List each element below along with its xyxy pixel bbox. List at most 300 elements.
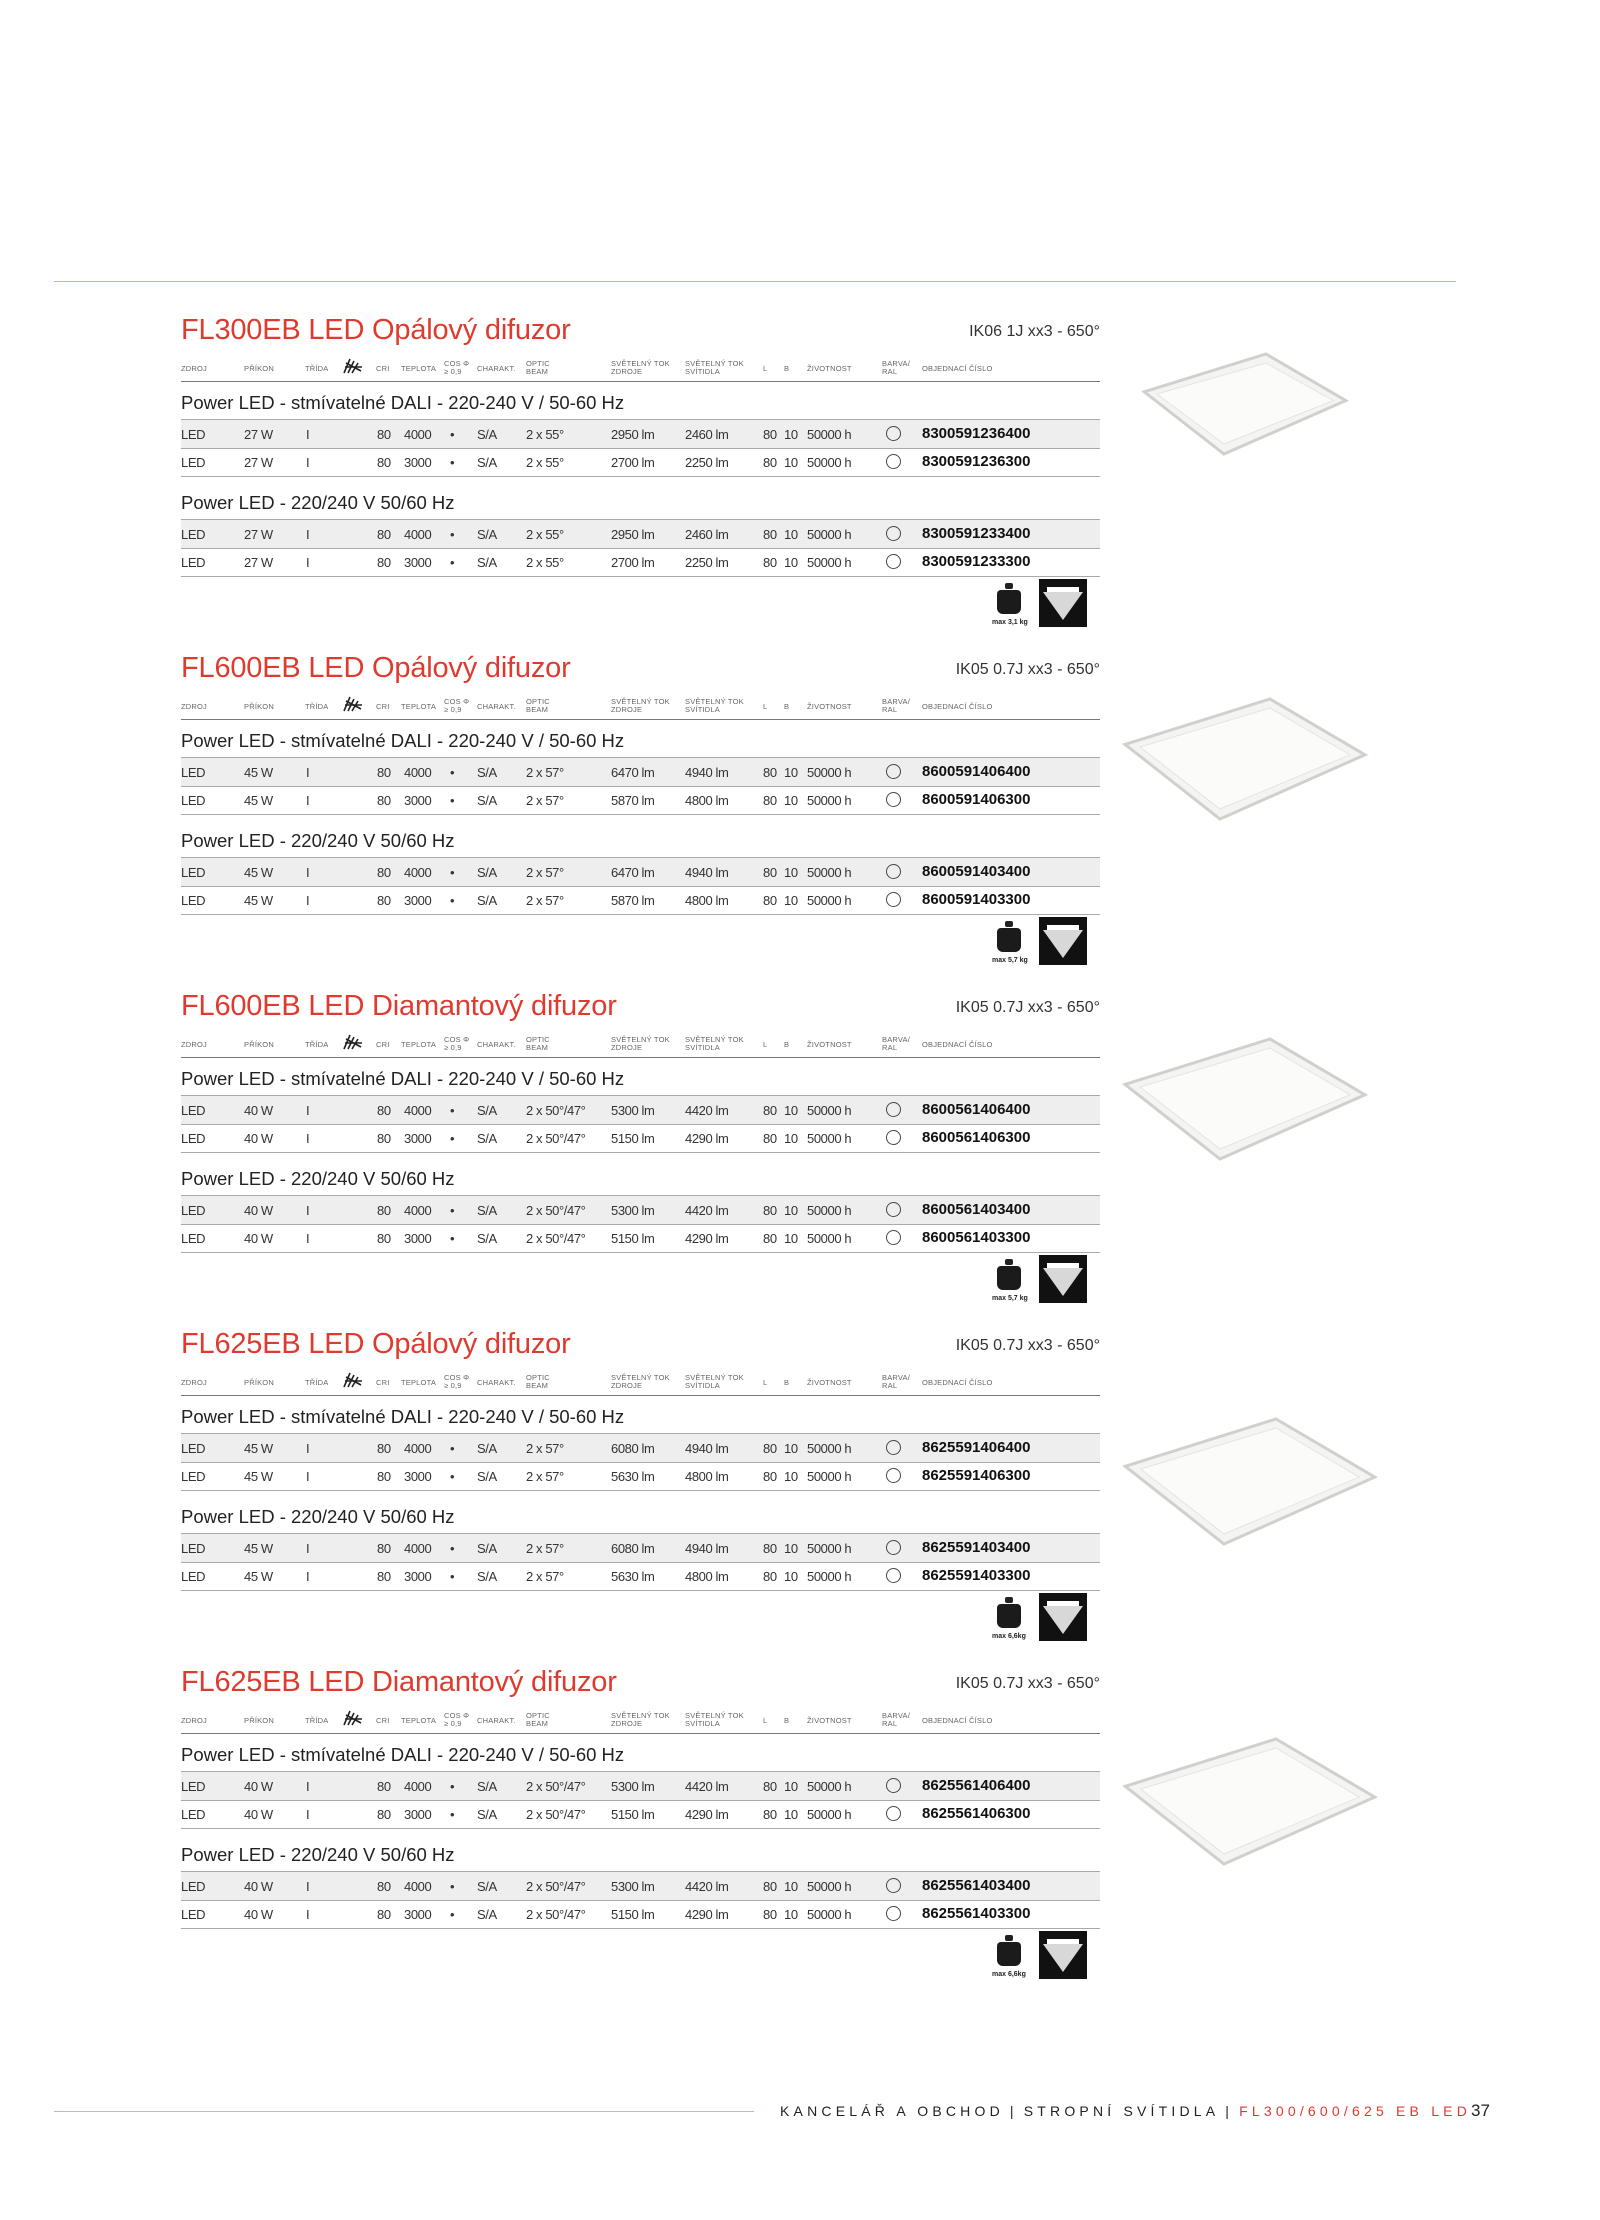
column-header-text: ZDROJE <box>611 367 643 376</box>
column-header <box>526 1712 550 1728</box>
cell-tok-zdroje: 2700 lm <box>611 555 655 570</box>
cell-optic: 2 x 57° <box>526 865 564 880</box>
cell-tok-svitidla: 4290 lm <box>685 1131 729 1146</box>
cell-cri: 80 <box>377 765 391 780</box>
page-number: 37 <box>1471 2101 1490 2120</box>
color-swatch-icon <box>886 1778 901 1793</box>
column-header-text: SVĚTELNÝ TOK <box>685 359 744 368</box>
footer-divider <box>54 2111 754 2112</box>
cell-teplota: 4000 <box>404 1779 432 1794</box>
product-title: FL625EB LED Diamantový difuzor <box>181 1666 617 1698</box>
cell-tok-zdroje: 5300 lm <box>611 1779 655 1794</box>
column-header-text: SVĚTELNÝ TOK <box>611 1035 670 1044</box>
column-header-row <box>181 1029 1100 1058</box>
column-header-text: CHARAKT. <box>477 702 516 711</box>
group-title: Power LED - 220/240 V 50/60 Hz <box>181 1168 455 1189</box>
column-header <box>477 1717 516 1725</box>
cell-charakt: S/A <box>477 1879 497 1894</box>
column-header <box>882 1036 910 1052</box>
group-title: Power LED - stmívatelné DALI - 220-240 V / 50-60 Hz <box>181 1744 625 1765</box>
cell-trida: I <box>306 1879 310 1894</box>
product-image <box>1120 1035 1370 1165</box>
cell-zdroj: LED <box>181 555 206 570</box>
color-swatch-icon <box>886 1468 901 1483</box>
column-header-text: COS Φ <box>444 1711 470 1720</box>
column-header <box>305 1379 329 1387</box>
cell-zivotnost: 50000 h <box>807 1469 852 1484</box>
weight-body <box>997 928 1021 952</box>
light-distribution-icon <box>1039 579 1087 627</box>
cell-charakt: S/A <box>477 1779 497 1794</box>
cell-l: 80 <box>763 865 777 880</box>
cell-zdroj: LED <box>181 1103 206 1118</box>
column-header-text: ≥ 0,9 <box>444 1381 462 1390</box>
column-header-text: RAL <box>882 705 898 714</box>
cell-trida: I <box>306 1569 310 1584</box>
cell-prikon: 45 W <box>244 1569 273 1584</box>
cell-zivotnost: 50000 h <box>807 1131 852 1146</box>
column-header <box>882 698 910 714</box>
column-header-text: BEAM <box>526 1719 549 1728</box>
cell-zdroj: LED <box>181 865 206 880</box>
column-header-text: TEPLOTA <box>401 364 437 373</box>
cell-cri: 80 <box>377 527 391 542</box>
cell-l: 80 <box>763 893 777 908</box>
cell-teplota: 3000 <box>404 1469 432 1484</box>
column-header <box>763 703 767 711</box>
weight-body <box>997 1604 1021 1628</box>
column-header-text: ZDROJE <box>611 1381 643 1390</box>
cell-l: 80 <box>763 1541 777 1556</box>
table-row <box>181 886 1100 915</box>
cell-tok-svitidla: 4420 lm <box>685 1779 729 1794</box>
cell-tok-svitidla: 4940 lm <box>685 765 729 780</box>
color-swatch-icon <box>886 454 901 469</box>
column-header-text: COS Φ <box>444 697 470 706</box>
group-title: Power LED - 220/240 V 50/60 Hz <box>181 1844 455 1865</box>
cell-teplota: 4000 <box>404 1879 432 1894</box>
table-row <box>181 757 1100 787</box>
column-header-text: SVĚTELNÝ TOK <box>685 697 744 706</box>
cell-cri: 80 <box>377 865 391 880</box>
impact-rating: IK05 0.7J xx3 - 650° <box>955 661 1100 678</box>
product-section <box>181 314 1100 644</box>
column-header <box>882 360 910 376</box>
column-header-text: PŘÍKON <box>244 1040 274 1049</box>
cell-tok-svitidla: 4800 lm <box>685 793 729 808</box>
cell-cri: 80 <box>377 1441 391 1456</box>
column-header <box>882 1374 910 1390</box>
cell-tok-zdroje: 5150 lm <box>611 1807 655 1822</box>
column-header <box>784 1041 789 1049</box>
color-swatch-icon <box>886 554 901 569</box>
cell-trida: I <box>306 765 310 780</box>
cell-optic: 2 x 50°/47° <box>526 1103 586 1118</box>
cell-zivotnost: 50000 h <box>807 1541 852 1556</box>
table-row <box>181 1095 1100 1125</box>
column-header <box>444 1712 469 1728</box>
cell-teplota: 4000 <box>404 1203 432 1218</box>
cell-optic: 2 x 50°/47° <box>526 1203 586 1218</box>
cell-tok-zdroje: 5300 lm <box>611 1103 655 1118</box>
cell-b: 10 <box>784 793 798 808</box>
column-header <box>401 1717 436 1725</box>
cell-prikon: 40 W <box>244 1779 273 1794</box>
column-header <box>181 1379 207 1387</box>
cell-b: 10 <box>784 1469 798 1484</box>
cell-prikon: 40 W <box>244 1203 273 1218</box>
column-header <box>922 703 993 711</box>
cell-prikon: 45 W <box>244 893 273 908</box>
column-header <box>526 1036 550 1052</box>
column-header <box>807 1379 852 1387</box>
cell-zdroj: LED <box>181 427 206 442</box>
column-header <box>401 365 436 373</box>
color-swatch-icon <box>886 1906 901 1921</box>
cell-cri: 80 <box>377 1231 391 1246</box>
group-title: Power LED - 220/240 V 50/60 Hz <box>181 492 455 513</box>
column-header-text: CRI <box>376 702 390 711</box>
cell-tok-svitidla: 4940 lm <box>685 1541 729 1556</box>
cell-tok-zdroje: 5150 lm <box>611 1231 655 1246</box>
column-header-text: B <box>784 1716 790 1725</box>
cell-trida: I <box>306 1541 310 1556</box>
cell-cri: 80 <box>377 1907 391 1922</box>
cell-trida: I <box>306 1103 310 1118</box>
column-header-text: RAL <box>882 1043 898 1052</box>
column-header-text: CHARAKT. <box>477 364 516 373</box>
column-header-text: BARVA/ <box>882 1035 911 1044</box>
cell-order-code: 8600561403400 <box>922 1201 1031 1218</box>
weight-knob <box>1005 921 1013 927</box>
cell-cos: • <box>450 1569 455 1584</box>
cell-zdroj: LED <box>181 1231 206 1246</box>
cell-cos: • <box>450 1807 455 1822</box>
column-header-text: SVÍTIDLA <box>685 1719 720 1728</box>
color-swatch-icon <box>886 1440 901 1455</box>
column-header <box>376 703 390 711</box>
cell-order-code: 8600591406400 <box>922 763 1031 780</box>
color-swatch-icon <box>886 1878 901 1893</box>
column-header-text: ZDROJ <box>181 702 207 711</box>
cell-tok-zdroje: 2950 lm <box>611 427 655 442</box>
cell-order-code: 8300591236300 <box>922 453 1031 470</box>
column-header-text: ZDROJE <box>611 705 643 714</box>
max-weight-label: max 5,7 kg <box>992 957 1028 964</box>
column-header <box>685 1712 744 1728</box>
group-title: Power LED - stmívatelné DALI - 220-240 V / 50-60 Hz <box>181 392 625 413</box>
column-header-text: ŽIVOTNOST <box>807 364 852 373</box>
cell-l: 80 <box>763 1231 777 1246</box>
column-header <box>305 1717 329 1725</box>
column-header-text: ŽIVOTNOST <box>807 1040 852 1049</box>
light-cone <box>1043 1268 1083 1296</box>
weight-body <box>997 590 1021 614</box>
cell-cos: • <box>450 865 455 880</box>
cell-charakt: S/A <box>477 765 497 780</box>
column-header-text: RAL <box>882 1719 898 1728</box>
column-header <box>526 698 550 714</box>
column-header-text: BARVA/ <box>882 697 911 706</box>
column-header-text: RAL <box>882 1381 898 1390</box>
cell-b: 10 <box>784 1569 798 1584</box>
cell-optic: 2 x 50°/47° <box>526 1879 586 1894</box>
column-header-text: CHARAKT. <box>477 1716 516 1725</box>
cell-cri: 80 <box>377 893 391 908</box>
column-header <box>477 703 516 711</box>
cell-teplota: 3000 <box>404 1807 432 1822</box>
cell-tok-zdroje: 5300 lm <box>611 1879 655 1894</box>
cell-cos: • <box>450 555 455 570</box>
column-header-text: TŘÍDA <box>305 1716 329 1725</box>
cell-zivotnost: 50000 h <box>807 893 852 908</box>
cell-cos: • <box>450 455 455 470</box>
weight-knob <box>1005 583 1013 589</box>
column-header-text: ≥ 0,9 <box>444 705 462 714</box>
cell-cos: • <box>450 1103 455 1118</box>
column-header <box>685 1036 744 1052</box>
column-header <box>784 703 789 711</box>
color-swatch-icon <box>886 792 901 807</box>
column-header-text: RAL <box>882 367 898 376</box>
cell-charakt: S/A <box>477 1131 497 1146</box>
column-header-text: BARVA/ <box>882 359 911 368</box>
cell-optic: 2 x 57° <box>526 1541 564 1556</box>
weight-knob <box>1005 1259 1013 1265</box>
max-weight-label: max 5,7 kg <box>992 1295 1028 1302</box>
column-header-text: SVĚTELNÝ TOK <box>685 1035 744 1044</box>
cell-zivotnost: 50000 h <box>807 427 852 442</box>
column-header-text: B <box>784 702 790 711</box>
cell-cri: 80 <box>377 1103 391 1118</box>
column-header <box>685 1374 744 1390</box>
group-title: Power LED - stmívatelné DALI - 220-240 V / 50-60 Hz <box>181 1068 625 1089</box>
cell-order-code: 8625591403300 <box>922 1567 1031 1584</box>
cell-tok-zdroje: 5630 lm <box>611 1469 655 1484</box>
cell-zivotnost: 50000 h <box>807 1103 852 1118</box>
cell-cos: • <box>450 1779 455 1794</box>
cell-teplota: 3000 <box>404 455 432 470</box>
cell-order-code: 8625561403400 <box>922 1877 1031 1894</box>
column-header <box>685 360 744 376</box>
column-header-text: COS Φ <box>444 359 470 368</box>
cell-zivotnost: 50000 h <box>807 1441 852 1456</box>
cell-teplota: 4000 <box>404 1541 432 1556</box>
cell-prikon: 45 W <box>244 1541 273 1556</box>
weight-icon <box>992 1259 1028 1302</box>
cell-trida: I <box>306 1231 310 1246</box>
table-row <box>181 1224 1100 1253</box>
column-header <box>181 365 207 373</box>
table-row <box>181 786 1100 815</box>
column-header <box>763 365 767 373</box>
column-header <box>763 1041 767 1049</box>
column-header-text: BEAM <box>526 367 549 376</box>
cell-order-code: 8600591403400 <box>922 863 1031 880</box>
cell-trida: I <box>306 427 310 442</box>
cell-charakt: S/A <box>477 1907 497 1922</box>
cell-teplota: 4000 <box>404 865 432 880</box>
column-header-text: ZDROJ <box>181 1716 207 1725</box>
product-title: FL600EB LED Opálový difuzor <box>181 652 571 684</box>
impact-rating: IK05 0.7J xx3 - 650° <box>955 999 1100 1016</box>
cell-tok-svitidla: 2250 lm <box>685 455 729 470</box>
cell-l: 80 <box>763 1907 777 1922</box>
cell-cri: 80 <box>377 1807 391 1822</box>
weight-knob <box>1005 1935 1013 1941</box>
cell-tok-zdroje: 6080 lm <box>611 1541 655 1556</box>
cell-charakt: S/A <box>477 893 497 908</box>
column-header-row <box>181 691 1100 720</box>
cell-tok-svitidla: 4420 lm <box>685 1103 729 1118</box>
cell-l: 80 <box>763 1879 777 1894</box>
group-title: Power LED - stmívatelné DALI - 220-240 V / 50-60 Hz <box>181 730 625 751</box>
column-header-text: OPTIC <box>526 1035 550 1044</box>
column-header <box>807 703 852 711</box>
cell-l: 80 <box>763 1569 777 1584</box>
product-section <box>181 1666 1100 1996</box>
footer-subcategory: STROPNÍ SVÍTIDLA <box>1023 2103 1220 2119</box>
column-header-text: SVĚTELNÝ TOK <box>611 359 670 368</box>
color-swatch-icon <box>886 1540 901 1555</box>
column-header-text: ≥ 0,9 <box>444 367 462 376</box>
column-header-text: BEAM <box>526 1043 549 1052</box>
column-header-text: OPTIC <box>526 697 550 706</box>
cell-l: 80 <box>763 1807 777 1822</box>
certification-mark-icon <box>342 1033 364 1051</box>
cell-cos: • <box>450 527 455 542</box>
cell-cos: • <box>450 1541 455 1556</box>
cell-l: 80 <box>763 1203 777 1218</box>
cell-b: 10 <box>784 1203 798 1218</box>
certification-mark-icon <box>342 1709 364 1727</box>
cell-zivotnost: 50000 h <box>807 1569 852 1584</box>
cell-b: 10 <box>784 455 798 470</box>
cell-zdroj: LED <box>181 1879 206 1894</box>
column-header-text: OBJEDNACÍ ČÍSLO <box>922 1716 993 1725</box>
table-row <box>181 1900 1100 1929</box>
column-header <box>922 365 993 373</box>
table-row <box>181 419 1100 449</box>
group-title: Power LED - 220/240 V 50/60 Hz <box>181 1506 455 1527</box>
color-swatch-icon <box>886 764 901 779</box>
column-header <box>444 1036 469 1052</box>
column-header-text: ŽIVOTNOST <box>807 1378 852 1387</box>
cell-b: 10 <box>784 865 798 880</box>
column-header <box>763 1717 767 1725</box>
cell-tok-svitidla: 4420 lm <box>685 1203 729 1218</box>
color-swatch-icon <box>886 1230 901 1245</box>
cell-l: 80 <box>763 1103 777 1118</box>
max-weight-label: max 3,1 kg <box>992 619 1028 626</box>
column-header-text: OPTIC <box>526 1711 550 1720</box>
column-header <box>611 1036 670 1052</box>
table-row <box>181 1195 1100 1225</box>
cell-optic: 2 x 50°/47° <box>526 1807 586 1822</box>
cell-zivotnost: 50000 h <box>807 1907 852 1922</box>
cell-zdroj: LED <box>181 1569 206 1584</box>
cell-zdroj: LED <box>181 1131 206 1146</box>
column-header <box>244 1379 274 1387</box>
light-distribution-icon <box>1039 1931 1087 1979</box>
column-header <box>526 1374 550 1390</box>
cell-zdroj: LED <box>181 1907 206 1922</box>
cell-order-code: 8625591406300 <box>922 1467 1031 1484</box>
column-header-text: PŘÍKON <box>244 1716 274 1725</box>
cell-tok-svitidla: 4800 lm <box>685 1469 729 1484</box>
cell-tok-zdroje: 5300 lm <box>611 1203 655 1218</box>
cell-teplota: 3000 <box>404 1131 432 1146</box>
cell-order-code: 8625591406400 <box>922 1439 1031 1456</box>
product-image <box>1120 1415 1380 1550</box>
cell-cos: • <box>450 1879 455 1894</box>
cell-tok-svitidla: 4800 lm <box>685 893 729 908</box>
product-image <box>1120 695 1370 825</box>
cell-cri: 80 <box>377 793 391 808</box>
cell-trida: I <box>306 555 310 570</box>
color-swatch-icon <box>886 1202 901 1217</box>
cell-zivotnost: 50000 h <box>807 527 852 542</box>
product-section <box>181 1328 1100 1658</box>
column-header <box>477 1379 516 1387</box>
column-header <box>477 1041 516 1049</box>
column-header <box>401 703 436 711</box>
cell-charakt: S/A <box>477 1103 497 1118</box>
cell-tok-zdroje: 5150 lm <box>611 1907 655 1922</box>
cell-cos: • <box>450 765 455 780</box>
column-header <box>376 1717 390 1725</box>
cell-zivotnost: 50000 h <box>807 1879 852 1894</box>
column-header-text: BEAM <box>526 1381 549 1390</box>
cell-l: 80 <box>763 527 777 542</box>
impact-rating: IK05 0.7J xx3 - 650° <box>955 1337 1100 1354</box>
column-header-text: TEPLOTA <box>401 1716 437 1725</box>
column-header <box>244 703 274 711</box>
column-header-text: TŘÍDA <box>305 1040 329 1049</box>
cell-prikon: 27 W <box>244 427 273 442</box>
cell-charakt: S/A <box>477 1231 497 1246</box>
cell-cos: • <box>450 1131 455 1146</box>
cell-tok-zdroje: 6080 lm <box>611 1441 655 1456</box>
cell-tok-svitidla: 4290 lm <box>685 1907 729 1922</box>
cell-prikon: 45 W <box>244 1441 273 1456</box>
cell-b: 10 <box>784 893 798 908</box>
column-header <box>807 1041 852 1049</box>
column-header <box>401 1379 436 1387</box>
certification-mark-icon <box>342 1371 364 1389</box>
footer-separator: | <box>1225 2103 1234 2119</box>
column-header <box>181 1717 207 1725</box>
cell-optic: 2 x 57° <box>526 1469 564 1484</box>
column-header <box>401 1041 436 1049</box>
cell-l: 80 <box>763 1441 777 1456</box>
column-header <box>882 1712 910 1728</box>
cell-l: 80 <box>763 793 777 808</box>
cell-teplota: 3000 <box>404 555 432 570</box>
color-swatch-icon <box>886 1102 901 1117</box>
cell-prikon: 40 W <box>244 1231 273 1246</box>
light-distribution-icon <box>1039 1255 1087 1303</box>
cell-prikon: 40 W <box>244 1131 273 1146</box>
footer-category: KANCELÁŘ A OBCHOD <box>780 2103 1004 2119</box>
column-header-text: CRI <box>376 1040 390 1049</box>
column-header-text: ZDROJ <box>181 1378 207 1387</box>
cell-optic: 2 x 55° <box>526 455 564 470</box>
column-header <box>784 365 789 373</box>
product-image <box>1140 350 1350 460</box>
cell-teplota: 3000 <box>404 893 432 908</box>
cell-cri: 80 <box>377 1779 391 1794</box>
